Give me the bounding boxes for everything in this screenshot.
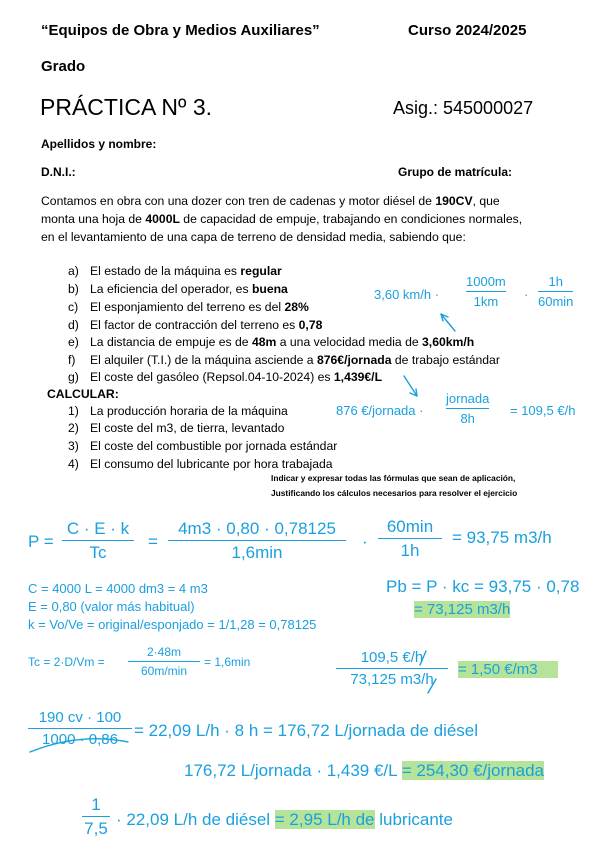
- task-item: 3) El coste del combustible por jornada estándar: [68, 439, 338, 453]
- arrow-down-icon: [404, 376, 417, 396]
- cycle-time-fraction: 2·48m 60m/min: [128, 646, 200, 677]
- condition-item: b) La eficiencia del operador, es buena: [68, 282, 288, 296]
- rent-fraction: jornada 8h: [446, 391, 490, 426]
- production-formula-fraction: C · E · k Tc: [62, 520, 134, 561]
- real-production-result: = 73,125 m3/h: [414, 601, 511, 618]
- production-values-fraction: 4m3 · 0,80 · 0,78125 1,6min: [168, 520, 346, 561]
- name-label: Apellidos y nombre:: [41, 137, 157, 151]
- speed-fraction-h: 1h 60min: [538, 274, 574, 309]
- fuel-cost-line: 176,72 L/jornada · 1,439 €/L = 254,30 €/jornada: [184, 761, 544, 780]
- instructions-line: Justificando los cálculos necesarios para resolver el ejercicio: [271, 488, 518, 498]
- instructions-line: Indicar y expresar todas las fórmulas que sean de aplicación,: [271, 473, 516, 483]
- real-production-formula: Pb = P · kc = 93,75 · 0,78: [386, 577, 580, 596]
- lubricant-fraction: 1 7,5: [82, 796, 110, 837]
- minutes-fraction: 60min 1h: [378, 518, 442, 559]
- condition-item: g) El coste del gasóleo (Repsol.04-10-2024) es 1,439€/L: [68, 370, 383, 384]
- degree-level: Grado: [41, 58, 86, 75]
- dot-operator: ·: [362, 532, 368, 551]
- intro-paragraph: Contamos en obra con una dozer con tren de cadenas y motor diésel de 190CV, que monta una hoja de 4000L de capacidad de empuje, trabajando en condiciones normales, en el levantamiento de una capa de terreno de densidad media, sabiendo que:: [41, 194, 523, 244]
- course-year: Curso 2024/2025: [408, 22, 527, 39]
- practice-title: PRÁCTICA Nº 3.: [40, 94, 212, 120]
- course-title: “Equipos de Obra y Medios Auxiliares”: [41, 22, 320, 39]
- condition-item: c) El esponjamiento del terreno es del 28%: [68, 300, 309, 314]
- production-result: = 93,75 m3/h: [452, 528, 552, 547]
- arrow-up-icon: [441, 314, 455, 331]
- group-label: Grupo de matrícula:: [398, 165, 513, 179]
- capacity-definition: C = 4000 L = 4000 dm3 = 4 m3: [28, 581, 208, 596]
- efficiency-definition: E = 0,80 (valor más habitual): [28, 599, 195, 614]
- condition-item: f) El alquiler (T.I.) de la máquina asciende a 876€/jornada de trabajo estándar: [68, 353, 500, 367]
- cost-per-m3-result: = 1,50 €/m3: [458, 661, 558, 678]
- subject-code: Asig.: 545000027: [393, 98, 534, 118]
- condition-item: a) El estado de la máquina es regular: [68, 264, 282, 278]
- cost-per-m3-fraction: 109,5 €/h 73,125 m3/h: [336, 650, 448, 687]
- task-item: 2) El coste del m3, de tierra, levantado: [68, 421, 285, 435]
- dni-label: D.N.I.:: [41, 165, 76, 179]
- speed-conversion-prefix: 3,60 km/h ·: [374, 287, 440, 302]
- rent-conversion-prefix: 876 €/jornada ·: [336, 403, 424, 418]
- rent-result: = 109,5 €/h: [510, 403, 576, 418]
- production-lhs: P =: [28, 532, 54, 551]
- fuel-consumption-line: = 22,09 L/h · 8 h = 176,72 L/jornada de diésel: [134, 721, 479, 740]
- k-factor-definition: k = Vo/Ve = original/esponjado = 1/1,28 = 0,78125: [28, 617, 317, 632]
- lubricant-line: · 22,09 L/h de diésel = 2,95 L/h de lubricante: [116, 810, 453, 829]
- fuel-consumption-fraction: 190 cv · 100 1000 · 0,86: [28, 710, 132, 747]
- equals-sign: =: [148, 532, 158, 551]
- dot-operator: ·: [524, 287, 529, 302]
- condition-item: d) El factor de contracción del terreno es 0,78: [68, 318, 323, 332]
- task-item: 1) La producción horaria de la máquina: [68, 404, 288, 418]
- cycle-time-result: = 1,6min: [204, 655, 251, 669]
- task-item: 4) El consumo del lubricante por hora trabajada: [68, 457, 333, 471]
- condition-item: e) La distancia de empuje es de 48m a una velocidad media de 3,60km/h: [68, 335, 475, 349]
- cycle-time-lhs: Tc = 2·D/Vm =: [28, 655, 105, 669]
- calculate-heading: CALCULAR:: [47, 387, 119, 401]
- speed-fraction-m: 1000m 1km: [466, 274, 506, 309]
